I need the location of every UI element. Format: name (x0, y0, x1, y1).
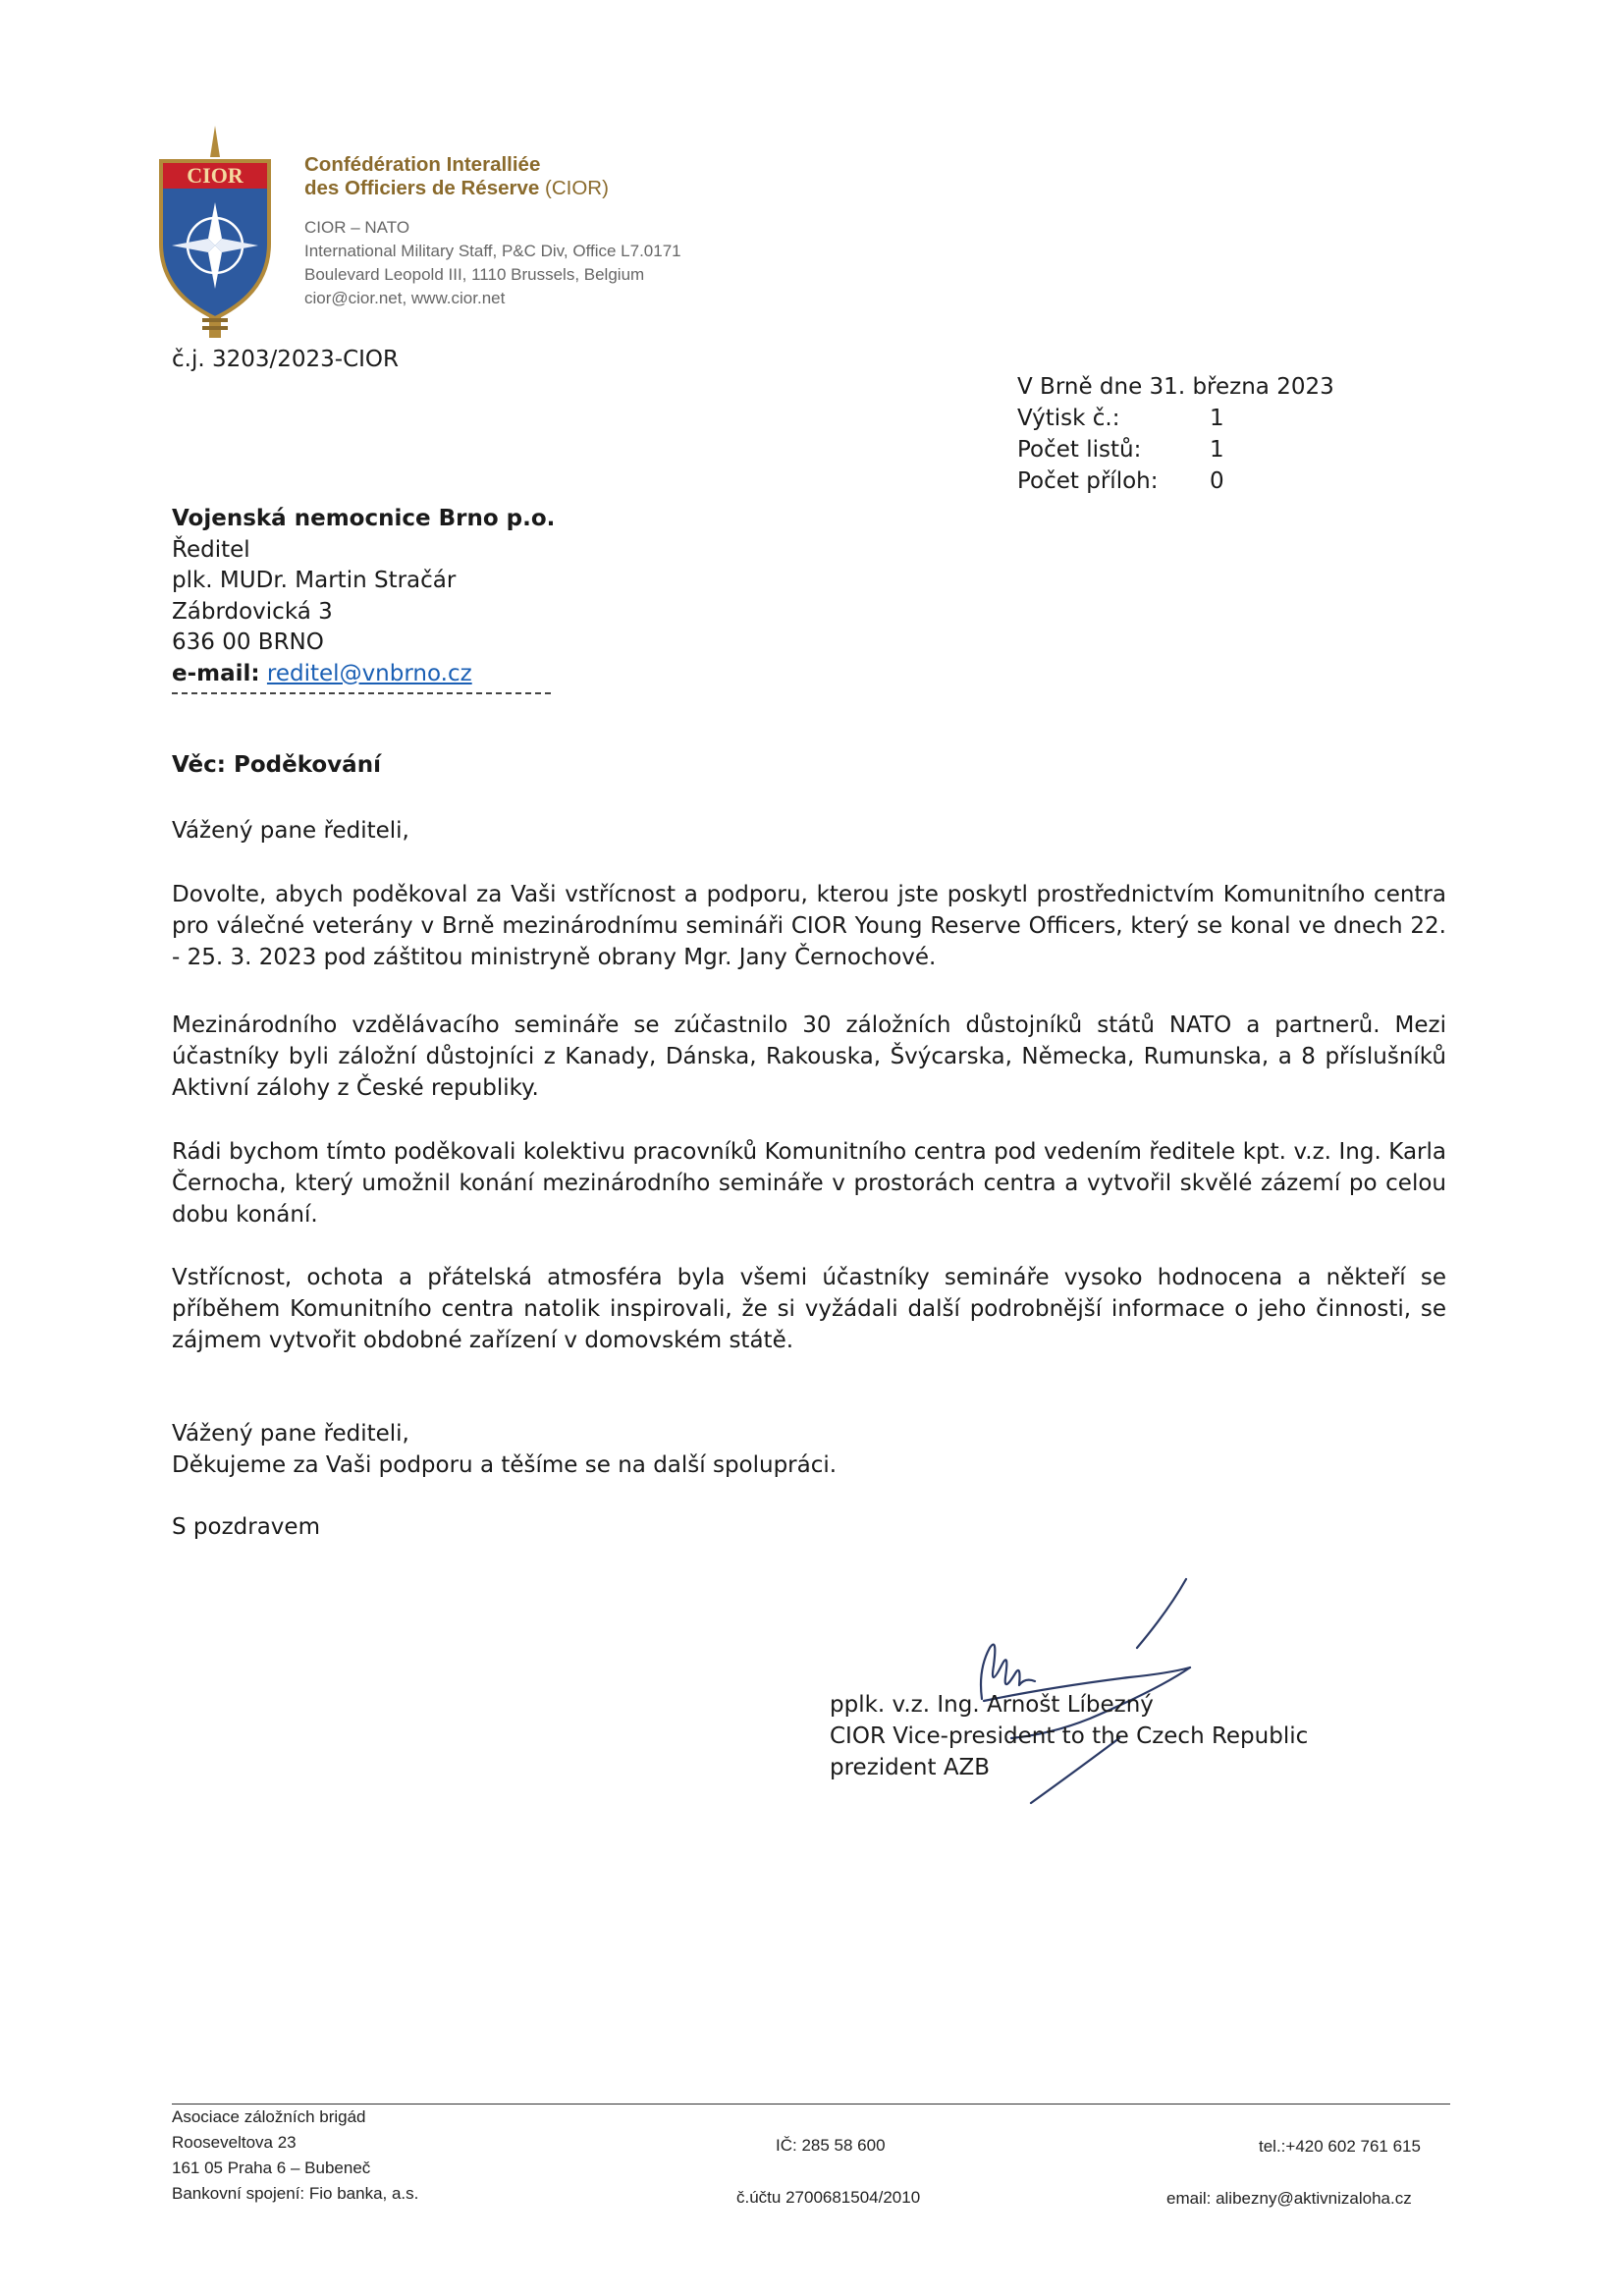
footer-email: email: alibezny@aktivnizaloha.cz (1166, 2189, 1412, 2208)
body-paragraph: Rádi bychom tímto poděkovali kolektivu pracovníků Komunitního centra pod vedením ředitele kpt. v.z. Ing. Karla Černocha, který umožnil konání mezinárodního semináře v prostorách centra a vytvořil skvělé zázemí po celou dobu konání. (172, 1139, 1446, 1228)
organization-acronym: (CIOR) (545, 177, 609, 199)
address-line: International Military Staff, P&C Div, Office L7.0171 (304, 242, 681, 260)
closing-line: Děkujeme za Vaši podporu a těšíme se na další spolupráci. (172, 1452, 838, 1478)
meta-row (1017, 465, 1334, 497)
recipient-street: Zábrdovická 3 (172, 598, 333, 625)
footer-line: Asociace záložních brigád (172, 2107, 366, 2126)
date-line: V Brně dne 31. března 2023 (1017, 374, 1334, 400)
reference-number: č.j. 3203/2023-CIOR (172, 347, 400, 372)
footer-line: Rooseveltova 23 (172, 2133, 297, 2152)
signatory-title: prezident AZB (830, 1755, 991, 1780)
footer-line: 161 05 Praha 6 – Bubeneč (172, 2159, 371, 2177)
footer-phone: tel.:+420 602 761 615 (1259, 2137, 1421, 2156)
footer-line: Bankovní spojení: Fio banka, a.s. (172, 2184, 419, 2203)
dashed-divider (172, 692, 551, 694)
subject-line: Věc: Poděkování (172, 752, 381, 778)
organization-name-line2: des Officiers de Réserve (304, 177, 540, 199)
svg-text:CIOR: CIOR (187, 163, 244, 188)
address-line: CIOR – NATO (304, 218, 410, 237)
meta-value: 0 (1210, 468, 1224, 494)
recipient-block (172, 504, 555, 689)
email-label: e-mail: (172, 660, 260, 686)
body-paragraph: Vstřícnost, ochota a přátelská atmosféra byla všemi účastníky semináře vysoko hodnocena a někteří se příběhem Komunitního centra natolik inspirovali, že si vyžádali další podrobnější informace o jeho činnosti, se zájmem vytvořit obdobné zařízení v domovském státě. (172, 1265, 1446, 1353)
organization-name (304, 153, 609, 200)
organization-name-line1: Confédération Interalliée (304, 153, 541, 176)
regards: S pozdravem (172, 1514, 320, 1540)
body-paragraph: Dovolte, abych poděkoval za Vaši vstřícnost a podporu, kterou jste poskytl prostřednictvím Komunitního centra pro válečné veterány v Brně mezinárodnímu semináři CIOR Young Reserve Officers, který se konal ve dnech 22. - 25. 3. 2023 pod záštitou ministryně obrany Mgr. Jany Černochové. (172, 882, 1446, 970)
recipient-role: Ředitel (172, 536, 250, 563)
meta-row (1017, 434, 1334, 465)
meta-row (1017, 403, 1334, 434)
organization-address (304, 216, 681, 310)
signatory-title: CIOR Vice-president to the Czech Republic (830, 1723, 1309, 1749)
recipient-city: 636 00 BRNO (172, 629, 324, 655)
meta-value: 1 (1210, 437, 1224, 463)
recipient-name: plk. MUDr. Martin Stračár (172, 568, 457, 593)
salutation: Vážený pane řediteli, (172, 818, 409, 844)
signatory-name: pplk. v.z. Ing. Arnošt Líbezný (830, 1692, 1154, 1718)
footer-address (172, 2105, 418, 2207)
closing-block (172, 1418, 837, 1481)
address-line: cior@cior.net, www.cior.net (304, 289, 506, 307)
footer-account: č.účtu 2700681504/2010 (736, 2188, 921, 2207)
recipient-email-link[interactable]: reditel@vnbrno.cz (266, 660, 472, 686)
meta-label: Počet příloh: (1017, 468, 1159, 494)
cior-logo (155, 126, 275, 344)
body-paragraph: Mezinárodního vzdělávacího semináře se zúčastnilo 30 záložních důstojníků států NATO a partnerů. Mezi účastníky byli záložní důstojníci z Kanady, Dánska, Rakouska, Švýcarska, Německa, Rumunska, a 8 příslušníků Aktivní zálohy z České republiky. (172, 1012, 1446, 1101)
closing-line: Vážený pane řediteli, (172, 1421, 409, 1447)
recipient-organization: Vojenská nemocnice Brno p.o. (172, 506, 556, 531)
signatory-block (830, 1689, 1308, 1783)
footer-ic: IČ: 285 58 600 (776, 2136, 886, 2155)
meta-label: Výtisk č.: (1017, 406, 1120, 431)
meta-value: 1 (1210, 406, 1224, 431)
address-line: Boulevard Leopold III, 1110 Brussels, Belgium (304, 265, 645, 284)
document-meta (1017, 371, 1334, 497)
meta-label: Počet listů: (1017, 437, 1142, 463)
